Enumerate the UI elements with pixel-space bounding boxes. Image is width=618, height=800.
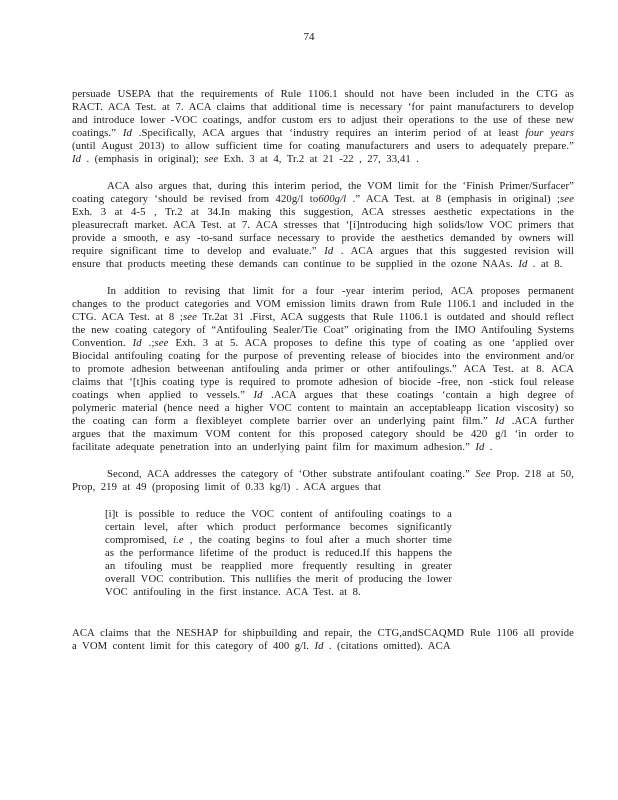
page-number: 74 <box>303 31 315 43</box>
text-segment: see <box>182 311 197 323</box>
paragraph-aca-neshap-claim <box>72 627 574 653</box>
text-segment: persuade USEPA that the requirements of Rule 1106.1 should not have been included in the CTG as RACT. ACA Test. at 7. ACA claims that additional time is necessary ‘for paint manufacturers to develop and introduce lower -VOC coatings, andfor custom ers to adjust their operations to the use of these new coatings.” <box>72 88 574 139</box>
text-segment: . ACA argues that this suggested revision will ensure that products meeting these demands can continue to be supplied in the ozone NAAs. <box>72 245 574 270</box>
text-segment: Id <box>495 415 505 427</box>
text-segment: ACA also argues that, during this interim period, the VOM limit for the ‘Finish Primer/Surfacer” coating category ‘should be revised from 420g/l to <box>72 180 574 205</box>
text-segment: Id <box>324 245 334 257</box>
text-segment: ACA claims that the NESHAP for shipbuilding and repair, the CTG,andSCAQMD Rule 1106 all provide a VOM content limit for this category of 400 g/l. <box>72 627 574 652</box>
text-segment: .” ACA Test. at 8 (emphasis in original) ; <box>346 193 561 205</box>
text-segment: see <box>560 193 574 205</box>
text-segment: . (citations omitted). ACA <box>323 640 451 652</box>
text-segment: Second, ACA addresses the category of ‘Other substrate antifoulant coating.” <box>107 468 476 480</box>
block-quote <box>105 508 452 599</box>
text-segment: Exh. 3 at 4-5 , Tr.2 at 34.In making this suggestion, ACA stresses aesthetic expectations in the pleasurecraft market. ACA Test. at 7. ACA stresses that ‘[i]ntroducing high solids/low VOC primers that provide a smooth, e asy -to-sand surface necessary to provide the aesthetics demanded by owners will require significant time to develop and evaluate.” <box>72 206 574 257</box>
text-segment: .ACA argues that these coatings ‘contain a high degree of polymeric material (hence need a higher VOC content to maintain an acceptableapp lication viscosity) so the coating can form a flexibleyet complete barrier over an underlying paint film.” <box>72 389 574 427</box>
text-segment: .Specifically, ACA argues that ‘industry requires an interim period of at least <box>131 127 526 139</box>
text-segment: .; <box>141 337 155 349</box>
text-segment: Id <box>122 127 132 139</box>
paragraph-aca-interim-vom-limit <box>72 180 574 271</box>
text-segment: (until August 2013) to allow sufficient time for coating manufacturers and users to adequately prepare.” <box>72 140 574 152</box>
text-segment: In addition to revising that limit for a four -year interim period, ACA proposes permanent changes to the product categories and VOM emission limits drawn from Rule 1106.1 and included in the CTG. ACA Test. at 8 ; <box>72 285 574 323</box>
text-segment: Id <box>314 640 324 652</box>
paragraph-aca-permanent-changes <box>72 285 574 454</box>
text-segment: four years <box>525 127 574 139</box>
text-segment: Id <box>475 441 485 453</box>
text-segment: . at 8. <box>527 258 563 270</box>
text-segment: , the coating begins to foul after a much shorter time as the performance lifetime of the product is reduced.If this happens the an tifouling must be reapplied more frequently resulting in greater overall VOC contribution. This nullifies the merit of producing the lower VOC antifouling in the first instance. ACA Test. at 8. <box>105 534 453 598</box>
text-segment: Id <box>518 258 528 270</box>
text-segment: Id <box>72 153 82 165</box>
text-segment: Id <box>253 389 263 401</box>
text-segment: . <box>484 441 493 453</box>
text-segment: . (emphasis in original); <box>81 153 205 165</box>
paragraph-continued-from-previous-page <box>72 88 574 166</box>
text-segment: Exh. 3 at 4, Tr.2 at 21 -22 , 27, 33,41 . <box>218 153 419 165</box>
text-segment: Prop. 218 at 50, Prop, 219 at 49 (proposing limit of 0.33 kg/l) . ACA argues that <box>72 468 574 493</box>
text-segment: i.e <box>173 534 184 546</box>
paragraph-aca-other-substrate <box>72 468 574 494</box>
text-segment: [i]t is possible to reduce the VOC content of antifouling coatings to a certain level, after which product performance becomes significantly compromised, <box>105 508 452 546</box>
text-segment: Id <box>132 337 142 349</box>
text-segment: 600g/l <box>318 193 347 205</box>
text-segment: .ACA further argues that the maximum VOM content for this proposed category should be 420 g/l ‘in order to facilitate adequate penetration into an underlying paint film for maximum adhesion.” <box>72 415 574 453</box>
text-segment: Tr.2at 31 .First, ACA suggests that Rule 1106.1 is outdated and should reflect the new coating category of “Antifouling Sealer/Tie Coat” originating from the IMO Antifouling Systems Convention. <box>72 311 574 349</box>
text-segment: See <box>475 468 491 480</box>
text-segment: Exh. 3 at 5. ACA proposes to define this type of coating as one ‘applied over Biocidal antifouling coating for the purpose of preventing release of biocides into the environment and/or to promote adhesion betweenan antifouling anda primer or other antifoulings.” ACA Test. at 8. ACA claims that ‘[t]his coating type is required to promote adhesion of biocide -free, non -stick foul release coatings when applied to vessels.” <box>72 337 574 401</box>
text-segment: see <box>154 337 169 349</box>
text-segment: see <box>204 153 219 165</box>
